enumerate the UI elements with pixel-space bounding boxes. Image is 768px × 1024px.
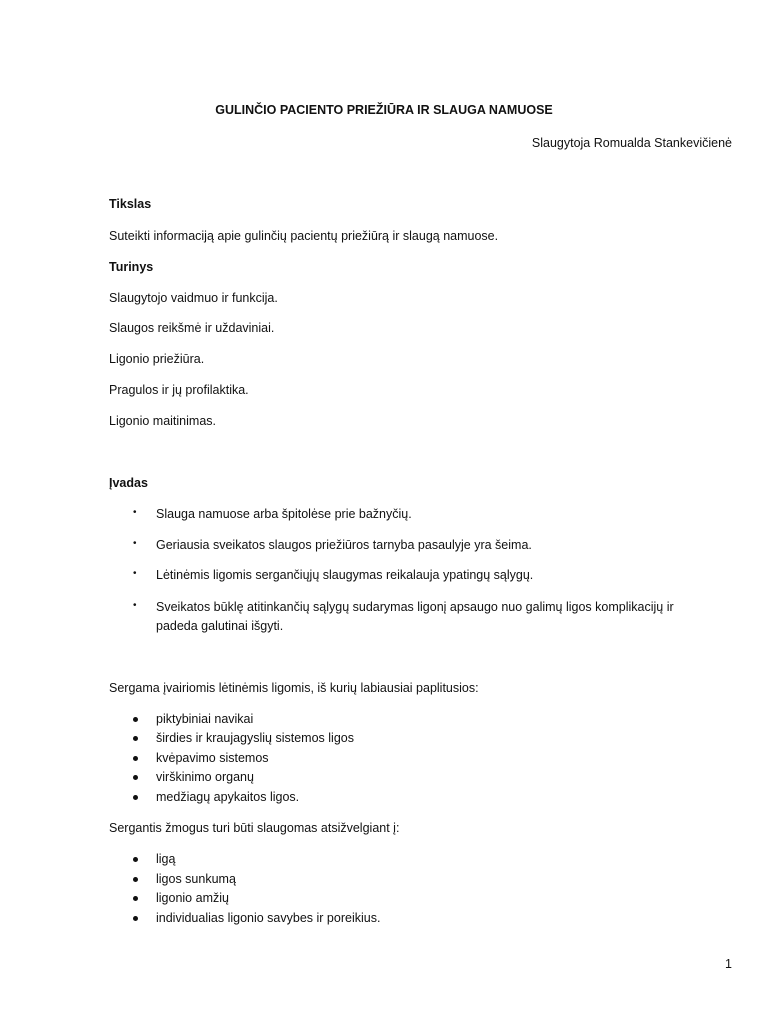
slauga-list-item: ligonio amžių [156, 891, 229, 905]
ivadas-bullet-continuation: padeda galutinai išgyti. [156, 619, 284, 633]
bullet-icon [133, 736, 138, 741]
turinys-item: Ligonio maitinimas. [109, 414, 216, 428]
slauga-list-item: ligos sunkumą [156, 872, 236, 886]
turinys-item: Pragulos ir jų profilaktika. [109, 383, 249, 397]
ivadas-bullet-item: Geriausia sveikatos slaugos priežiūros tarnyba pasaulyje yra šeima. [156, 538, 532, 552]
bullet-icon: • [133, 568, 137, 579]
bullet-icon [133, 896, 138, 901]
ivadas-bullet-item: Lėtinėmis ligomis sergančiųjų slaugymas reikalauja ypatingų sąlygų. [156, 568, 534, 582]
document-title: GULINČIO PACIENTO PRIEŽIŪRA IR SLAUGA NAMUOSE [215, 103, 553, 117]
bullet-icon [133, 795, 138, 800]
tikslas-text: Suteikti informaciją apie gulinčių pacientų priežiūrą ir slaugą namuose. [109, 229, 499, 243]
heading-turinys: Turinys [109, 260, 154, 274]
page-number: 1 [725, 957, 732, 971]
ligos-list-item: kvėpavimo sistemos [156, 751, 269, 765]
slauga-list-item: individualias ligonio savybes ir poreikius. [156, 911, 381, 925]
ligos-list-item: piktybiniai navikai [156, 712, 254, 726]
bullet-icon [133, 857, 138, 862]
bullet-icon [133, 775, 138, 780]
ligos-list-item: medžiagų apykaitos ligos. [156, 790, 300, 804]
slauga-intro: Sergantis žmogus turi būti slaugomas atsižvelgiant į: [109, 821, 400, 835]
bullet-icon: • [133, 507, 137, 518]
bullet-icon [133, 877, 138, 882]
heading-ivadas: Įvadas [109, 476, 148, 490]
ivadas-bullet-item: Sveikatos būklę atitinkančių sąlygų sudarymas ligonį apsaugo nuo galimų ligos komplikacijų ir [156, 600, 674, 614]
turinys-item: Slaugytojo vaidmuo ir funkcija. [109, 291, 278, 305]
bullet-icon: • [133, 600, 137, 611]
document-author: Slaugytoja Romualda Stankevičienė [531, 136, 732, 150]
bullet-icon [133, 756, 138, 761]
ligos-list-item: virškinimo organų [156, 770, 254, 784]
slauga-list-item: ligą [156, 852, 176, 866]
bullet-icon [133, 916, 138, 921]
turinys-item: Slaugos reikšmė ir uždaviniai. [109, 321, 275, 335]
ligos-intro: Sergama įvairiomis lėtinėmis ligomis, iš kurių labiausiai paplitusios: [109, 681, 479, 695]
bullet-icon [133, 717, 138, 722]
ligos-list-item: širdies ir kraujagyslių sistemos ligos [156, 731, 354, 745]
ivadas-bullet-item: Slauga namuose arba špitolėse prie bažnyčių. [156, 507, 412, 521]
heading-tikslas: Tikslas [109, 197, 152, 211]
turinys-item: Ligonio priežiūra. [109, 352, 205, 366]
bullet-icon: • [133, 538, 137, 549]
